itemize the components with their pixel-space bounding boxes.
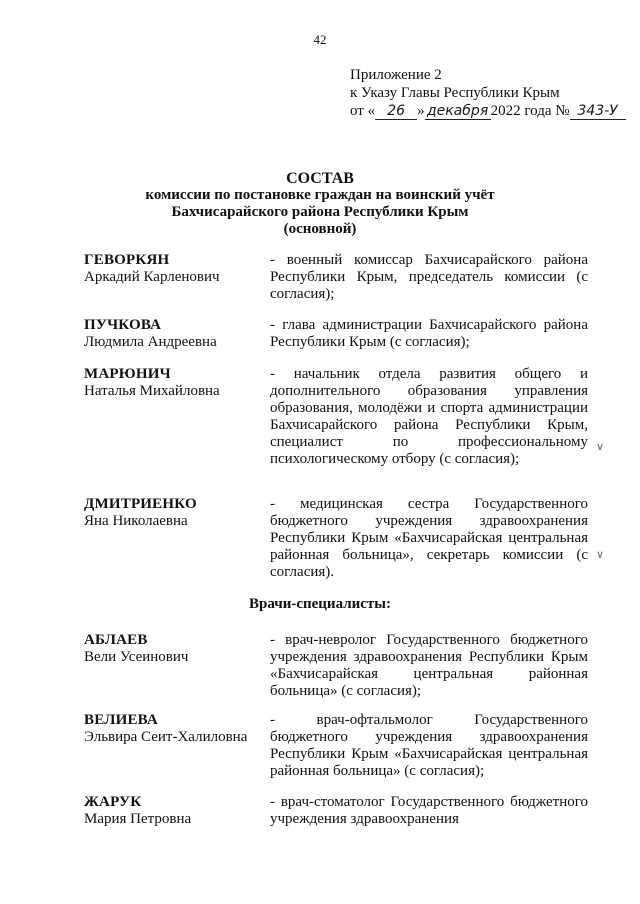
member-given-name: Яна Николаевна [84,513,188,529]
date-prefix: от « [350,103,376,119]
appendix-header [350,66,626,120]
member-role: - медицинская сестра Государственного бюджетного учреждения здравоохранения Республики Крым «Бахчисарайская центральная районная больница», секретарь комиссии (с согласия). [270,496,588,580]
member-entry [84,366,589,467]
specialist-surname: ЖАРУК [84,794,142,810]
specialist-entry [84,794,589,827]
member-given-name: Наталья Михайловна [84,383,220,399]
member-surname: МАРЮНИЧ [84,366,171,382]
title-line-3: (основной) [283,221,357,237]
margin-check-mark-icon: ∨ [596,440,605,453]
appendix-line-2: к Указу Главы Республики Крым [350,85,560,101]
margin-check-mark-icon: ∨ [596,548,605,561]
title-line-1: комиссии по постановке граждан на воинский учёт [145,187,495,203]
specialist-role: - врач-офтальмолог Государственного бюджетного учреждения здравоохранения Республики Крым «Бахчисарайская центральная районная больница» (с согласия); [270,712,588,779]
section-heading-specialists: Врачи-специалисты: [248,596,391,612]
member-surname: ПУЧКОВА [84,317,162,333]
member-given-name: Аркадий Карленович [84,269,220,285]
date-year: 2022 года № [490,103,570,119]
specialist-surname: АБЛАЕВ [84,632,148,648]
specialist-given-name: Мария Петровна [84,811,192,827]
member-given-name: Людмила Андреевна [84,334,217,350]
member-role: - военный комиссар Бахчисарайского района Республики Крым, председатель комиссии (с согласия); [270,252,588,302]
member-role: - начальник отдела развития общего и дополнительного образования управления образования, молодёжи и спорта администрации Бахчисарайского района Республики Крым, специалист по профессиональному психологическому отбору (с согласия); [270,366,588,467]
title-main: СОСТАВ [286,170,354,187]
specialist-entry [84,632,589,699]
member-role: - глава администрации Бахчисарайского района Республики Крым (с согласия); [270,317,588,350]
specialist-role: - врач-стоматолог Государственного бюджетного учреждения здравоохранения [270,794,588,827]
specialist-surname: ВЕЛИЕВА [84,712,158,728]
specialist-entry [84,712,589,779]
date-mid: » [417,103,425,119]
handwritten-month: декабря [425,103,491,120]
member-entry [84,496,589,580]
document-title [0,170,640,238]
specialist-role: - врач-невролог Государственного бюджетного учреждения здравоохранения Республики Крым «Бахчисарайская центральная районная больница» (с согласия); [270,632,588,699]
appendix-date-line [350,102,626,120]
handwritten-day: 26 [375,103,417,120]
appendix-line-1: Приложение 2 [350,67,442,83]
member-entry [84,317,589,350]
member-entry [84,252,589,302]
specialist-given-name: Эльвира Сеит-Халиловна [84,729,248,745]
handwritten-decree-number: 343-У [570,103,626,120]
specialist-given-name: Вели Усеинович [84,649,189,665]
member-surname: ДМИТРИЕНКО [84,496,197,512]
member-surname: ГЕВОРКЯН [84,252,170,268]
page-number: 42 [313,32,327,47]
title-line-2: Бахчисарайского района Республики Крым [171,204,469,220]
